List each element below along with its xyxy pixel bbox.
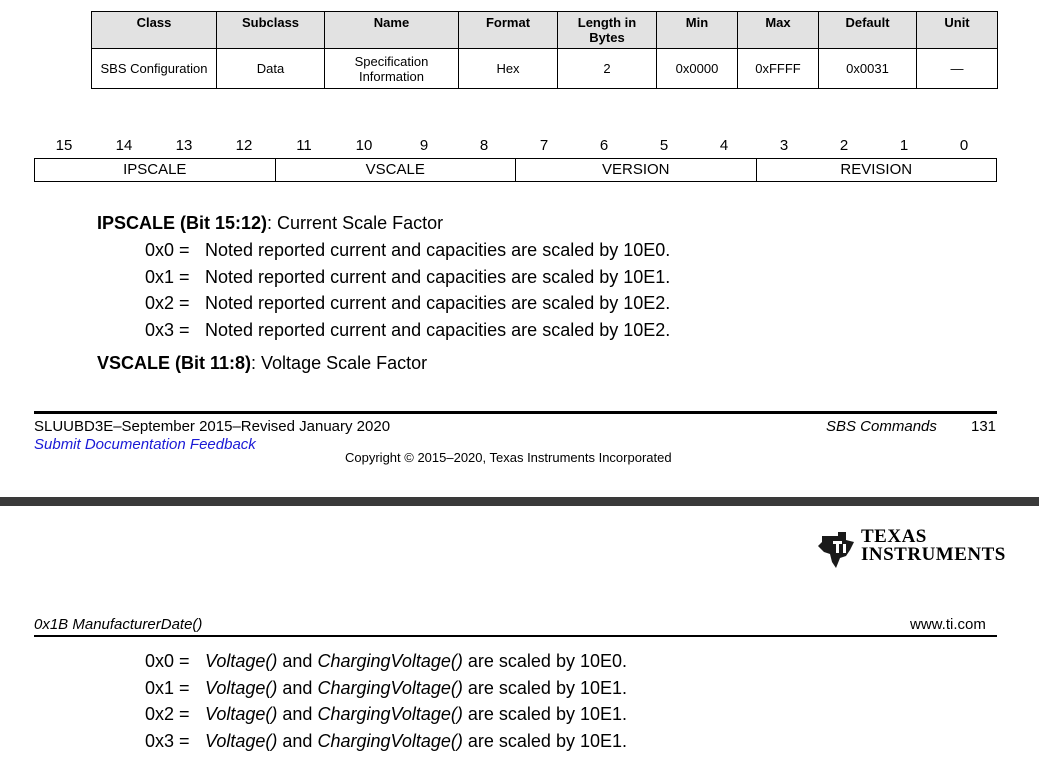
page-separator [0,497,1039,506]
value-text: are scaled by 10E1. [467,704,627,724]
function-name: ChargingVoltage() [317,704,463,724]
value-text: are scaled by 10E1. [467,731,627,751]
section-name: SBS Commands [826,418,937,435]
field-ipscale: IPSCALE [35,159,276,181]
list-item [145,293,670,314]
value-code: 0x0 = [145,651,190,671]
bit-number: 2 [839,137,849,154]
header-rule [34,635,997,637]
bit-number: 6 [599,137,609,154]
logo-line-1: TEXAS [861,526,927,547]
value-code: 0x3 = [145,731,190,751]
bit-field-row [34,158,997,182]
conjunction: and [282,678,313,698]
function-name: ChargingVoltage() [317,731,463,751]
col-default: Default [819,12,917,49]
section-title: 0x1B ManufacturerDate() [34,616,203,633]
copyright: Copyright © 2015–2020, Texas Instruments Incorporated [345,450,672,465]
field-vscale: VSCALE [276,159,517,181]
list-item [145,320,670,341]
bit-number: 15 [55,137,73,154]
list-item [145,704,627,725]
cell-max: 0xFFFF [738,49,819,89]
bit-number: 10 [355,137,373,154]
bit-number: 11 [296,137,312,154]
cell-length: 2 [558,49,657,89]
value-code: 0x2 = [145,293,190,313]
conjunction: and [282,704,313,724]
col-class: Class [92,12,217,49]
field-revision: REVISION [840,161,913,178]
table-header-row [92,12,998,49]
value-text: Noted reported current and capacities are scaled by 10E0. [205,240,671,260]
list-item [145,651,627,672]
conjunction: and [282,731,313,751]
cell-class: SBS Configuration [92,49,217,89]
function-name: Voltage() [205,651,278,671]
bit-number: 12 [235,137,253,154]
vscale-title: VSCALE (Bit 11:8) [97,353,252,373]
parameter-table [91,11,998,89]
ti-state-icon [816,528,858,570]
function-name: ChargingVoltage() [317,678,463,698]
function-name: Voltage() [205,704,278,724]
value-code: 0x3 = [145,320,190,340]
col-max: Max [738,12,819,49]
feedback-link[interactable]: Submit Documentation Feedback [34,436,256,453]
document-id: SLUUBD3E–September 2015–Revised January 2020 [34,418,391,435]
value-code: 0x1 = [145,267,190,287]
bit-number: 14 [115,137,133,154]
value-text: are scaled by 10E1. [467,678,627,698]
function-name: Voltage() [205,731,278,751]
function-name: ChargingVoltage() [317,651,463,671]
website-link[interactable]: www.ti.com [910,616,986,633]
list-item [145,731,627,752]
cell-default: 0x0031 [819,49,917,89]
vscale-subtitle: : Voltage Scale Factor [251,353,428,373]
conjunction: and [282,651,313,671]
value-text: Noted reported current and capacities are scaled by 10E2. [205,293,671,313]
bit-number: 9 [419,137,429,154]
cell-unit: — [917,49,998,89]
field-version: VERSION [516,159,757,181]
bit-number-row [34,137,997,155]
cell-subclass: Data [217,49,325,89]
col-name: Name [325,12,459,49]
list-item [145,240,670,261]
bit-number: 3 [779,137,789,154]
table-row [92,49,998,89]
col-format: Format [459,12,558,49]
vscale-heading [97,353,427,374]
function-name: Voltage() [205,678,278,698]
col-unit: Unit [917,12,998,49]
col-min: Min [657,12,738,49]
footer-rule [34,411,997,414]
value-text: Noted reported current and capacities are scaled by 10E1. [205,267,671,287]
list-item [145,678,627,699]
bit-number: 0 [959,137,969,154]
ipscale-heading [97,213,443,234]
logo-wordmark [861,528,1006,564]
cell-format: Hex [459,49,558,89]
value-code: 0x0 = [145,240,190,260]
page-number: 131 [971,418,997,435]
bit-number: 5 [659,137,669,154]
texas-instruments-logo [816,526,1006,573]
logo-line-2: INSTRUMENTS [861,544,1006,565]
cell-min: 0x0000 [657,49,738,89]
value-text: Noted reported current and capacities are scaled by 10E2. [205,320,671,340]
value-code: 0x1 = [145,678,190,698]
list-item [145,267,670,288]
ipscale-subtitle: : Current Scale Factor [267,213,444,233]
bit-number: 1 [899,137,909,154]
bit-number: 13 [175,137,193,154]
bit-number: 4 [719,137,729,154]
col-subclass: Subclass [217,12,325,49]
bit-number: 8 [479,137,489,154]
col-length: Length in Bytes [558,12,657,49]
value-text: are scaled by 10E0. [467,651,627,671]
value-code: 0x2 = [145,704,190,724]
cell-name: Specification Information [325,49,459,89]
bit-number: 7 [539,137,549,154]
ipscale-title: IPSCALE (Bit 15:12) [97,213,268,233]
